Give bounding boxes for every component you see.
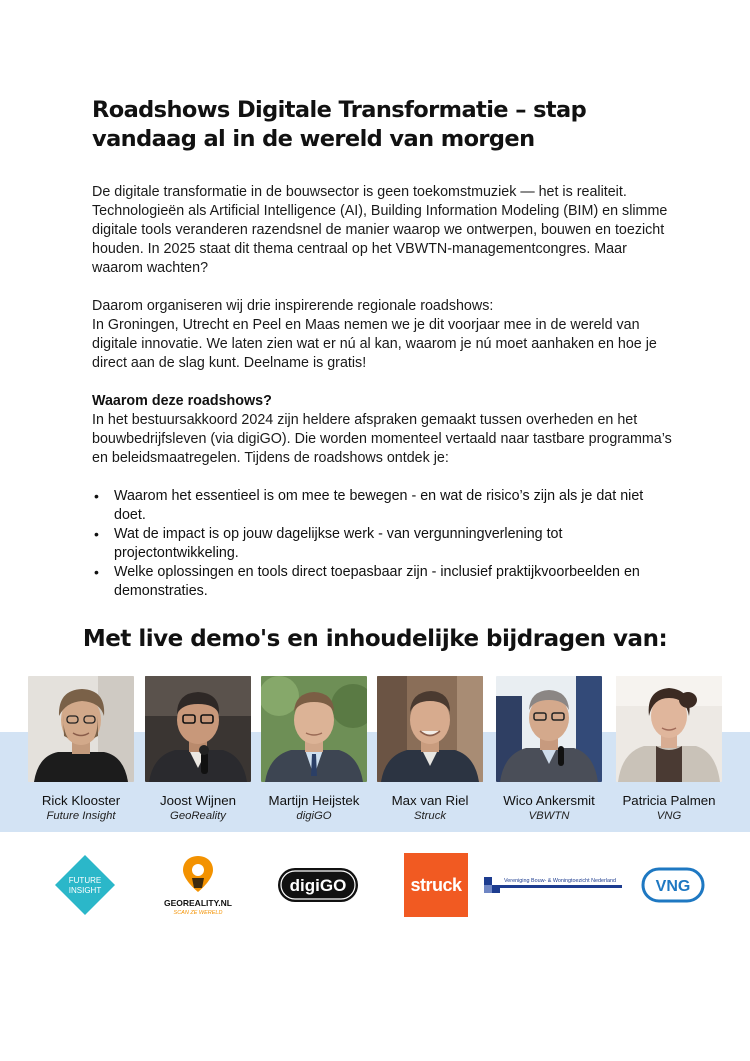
vng-logo: [641, 866, 705, 904]
list-item: • Waarom het essentieel is om mee te bewegen - en wat de risico’s zijn als je dat niet doet.: [92, 487, 672, 525]
speaker-card: [255, 676, 373, 823]
speaker-organization: Struck: [413, 810, 446, 822]
struck-logo: [404, 853, 468, 917]
future-insight-logo-text-1: FUTURE: [68, 876, 102, 885]
speakers-heading: Met live demo's en inhoudelijke bijdragen van:: [82, 626, 668, 652]
future-insight-logo: [53, 853, 117, 917]
roadshows-paragraph: [92, 297, 672, 373]
list-item: • Wat de impact is op jouw dagelijkse werk - van vergunningverlening tot projectontwikkeling.: [92, 525, 672, 563]
speaker-card: [610, 676, 728, 823]
speaker-organization: digiGO: [296, 810, 332, 822]
speaker-photo: [496, 676, 602, 782]
article: [92, 96, 672, 601]
speaker-photo: [616, 676, 722, 782]
intro-paragraph: De digitale transformatie in de bouwsector is geen toekomstmuziek — het is realiteit. Technologieën als Artificial Intelligence (AI), Building Information Modeling (BIM) en slimme digitale tools veranderen razendsnel de manier waarop we ontwerpen, bouwen en toezicht houden. In 2025 staat dit thema centraal op het VBWTN-managementcongres. Maar waarom wachten?: [92, 184, 668, 276]
portrait-icon: [616, 676, 722, 782]
digigo-logo-text: digiGO: [289, 876, 347, 895]
speaker-name: Rick Klooster: [41, 793, 121, 808]
speaker-name: Joost Wijnen: [159, 793, 237, 808]
speaker-organization: GeoReality: [170, 810, 226, 822]
speaker-photo: [145, 676, 251, 782]
struck-logo-text: struck: [410, 875, 462, 895]
roadshows-line-2: In Groningen, Utrecht en Peel en Maas nemen we je dit voorjaar mee in de wereld van digitale innovatie. We laten zien wat er nú al kan, waarom je nú moet aanhaken en hoe je direct aan de slag kunt. Deelname is gratis!: [92, 317, 657, 371]
portrait-icon: [496, 676, 602, 782]
georeality-logo-text: GEOREALITY.NL: [163, 898, 233, 908]
speaker-photo: [28, 676, 134, 782]
georeality-tagline: SCAN ZE WERELD: [173, 910, 223, 916]
page-title: Roadshows Digitale Transformatie – stap vandaag al in de wereld van morgen: [92, 97, 587, 152]
list-item: • Welke oplossingen en tools direct toepasbaar zijn - inclusief praktijkvoorbeelden en demonstraties.: [92, 563, 672, 601]
portrait-icon: [261, 676, 367, 782]
speaker-card: [22, 676, 140, 823]
future-insight-logo-text-2: INSIGHT: [68, 886, 102, 895]
speaker-name: Patricia Palmen: [622, 793, 716, 808]
why-paragraph: In het bestuursakkoord 2024 zijn heldere afspraken gemaakt tussen overheden en het bouwbedrijfsleven (via digiGO). Die worden momenteel vertaald naar tastbare programma’s en beleidsmaatregelen. Tijdens de roadshows ontdek je:: [92, 412, 672, 466]
speaker-card: [371, 676, 489, 823]
speaker-card: [139, 676, 257, 823]
roadshows-line-1: Daarom organiseren wij drie inspirerende regionale roadshows:: [92, 298, 494, 314]
speaker-photo: [261, 676, 367, 782]
speaker-name: Wico Ankersmit: [503, 793, 595, 808]
speaker-photo: [377, 676, 483, 782]
vbwtn-logo-text: Vereniging Bouw- & Woningtoezicht Nederland: [504, 878, 616, 884]
benefits-list: [92, 487, 672, 601]
why-heading: Waarom deze roadshows?: [92, 393, 272, 409]
vng-logo-text: VNG: [655, 878, 691, 895]
portrait-icon: [145, 676, 251, 782]
speaker-name: Max van Riel: [391, 793, 469, 808]
georeality-logo: [162, 852, 234, 918]
speaker-organization: VBWTN: [528, 810, 570, 822]
digigo-logo: [277, 867, 359, 903]
speaker-name: Martijn Heijstek: [268, 793, 360, 808]
vbwtn-logo: [484, 871, 624, 899]
portrait-icon: [377, 676, 483, 782]
speaker-card: [490, 676, 608, 823]
speaker-organization: Future Insight: [46, 810, 116, 822]
speaker-organization: VNG: [656, 810, 682, 822]
portrait-icon: [28, 676, 134, 782]
